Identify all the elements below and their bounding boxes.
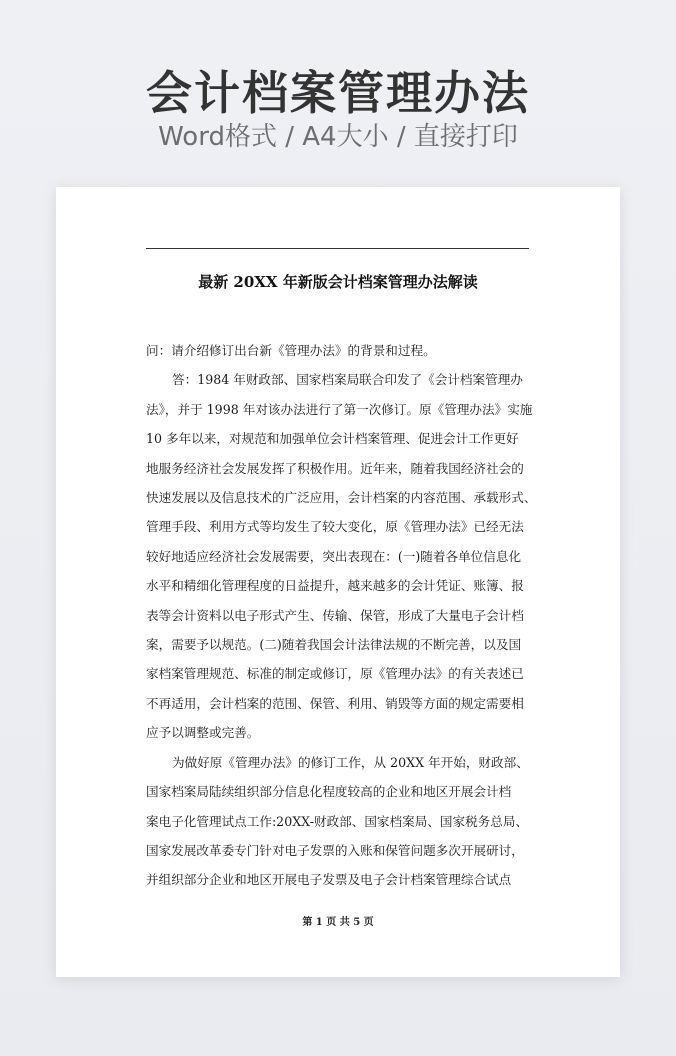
body-line: 水平和精细化管理程度的日益提升，越来越多的会计凭证、账簿、报	[146, 578, 524, 594]
document-body	[146, 336, 536, 895]
body-line: 并组织部分企业和地区开展电子发票及电子会计档案管理综合试点	[146, 872, 512, 888]
body-line: 案，需要予以规范。(二)随着我国会计法律法规的不断完善，以及国	[146, 637, 522, 653]
document-page	[56, 187, 620, 977]
body-line: 10 多年以来，对规范和加强单位会计档案管理、促进会计工作更好	[146, 431, 519, 447]
page-footer: 第 1 页 共 5 页	[302, 917, 374, 928]
body-line: 为做好原《管理办法》的修订工作，从 20XX 年开始，财政部、	[172, 754, 529, 770]
body-line: 快速发展以及信息技术的广泛应用，会计档案的内容范围、承载形式、	[146, 490, 536, 506]
document-title: 最新 20XX 年新版会计档案管理办法解读	[198, 273, 478, 291]
body-line: 较好地适应经济社会发展需要，突出表现在：(一)随着各单位信息化	[146, 548, 522, 564]
body-line: 案电子化管理试点工作:20XX-财政部、国家档案局、国家税务总局、	[146, 813, 529, 829]
banner-title: 会计档案管理办法	[146, 66, 530, 120]
banner-subtitle: Word格式 / A4大小 / 直接打印	[158, 122, 518, 152]
body-line: 答：1984 年财政部、国家档案局联合印发了《会计档案管理办	[172, 372, 523, 388]
body-line: 管理手段、利用方式等均发生了较大变化，原《管理办法》已经无法	[146, 519, 524, 535]
body-line: 国家档案局陆续组织部分信息化程度较高的企业和地区开展会计档	[146, 784, 512, 800]
body-line: 地服务经济社会发展发挥了积极作用。近年来，随着我国经济社会的	[146, 460, 524, 476]
body-line: 法》，并于 1998 年对该办法进行了第一次修订。原《管理办法》实施	[146, 401, 533, 417]
body-line: 应予以调整或完善。	[146, 725, 260, 741]
body-line: 国家发展改革委专门针对电子发票的入账和保管问题多次开展研讨，	[146, 842, 524, 858]
body-line: 不再适用，会计档案的范围、保管、利用、销毁等方面的规定需要相	[146, 695, 524, 711]
header-rule	[146, 248, 529, 249]
body-line: 表等会计资料以电子形式产生、传输、保管，形成了大量电子会计档	[146, 607, 524, 623]
body-line: 问：请介绍修订出台新《管理办法》的背景和过程。	[146, 343, 436, 358]
body-line: 家档案管理规范、标准的制定或修订，原《管理办法》的有关表述已	[146, 666, 524, 682]
